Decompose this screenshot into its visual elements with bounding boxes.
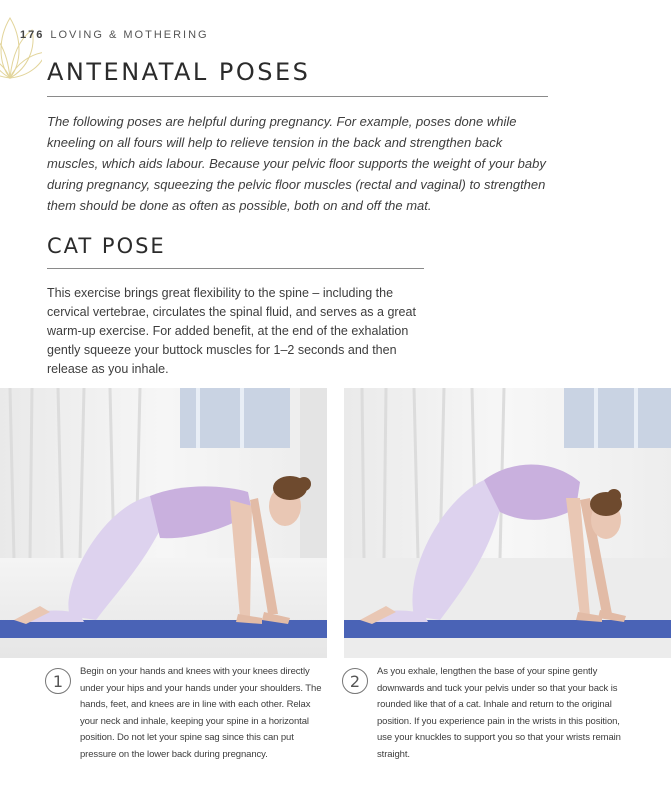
- section-title: LOVING & MOTHERING: [50, 29, 209, 41]
- pose-description: This exercise brings great flexibility to the spine – including the cervical vertebrae, circulates the spinal fluid, and serves as a great warm-up exercise. For added benefit, at the end of the exhalation gently squeeze your buttock muscles for 1–2 seconds and then release as you inhale.: [47, 286, 416, 376]
- step-text: As you exhale, lengthen the base of your spine gently downwards and tuck your pelvis under so that your back is rounded like that of a cat. Inhale and return to the original position. If you experience pain in the wrists in this position, use your knuckles to support you so that your wrists remain straight.: [377, 666, 621, 760]
- step-number-badge: 1: [45, 668, 71, 694]
- intro-paragraph: The following poses are helpful during pregnancy. For example, poses done while kneeling on all fours will help to relieve tension in the back and strengthen back muscles, which aids labour. Because your pelvic floor supports the weight of your baby during pregnancy, squeezing the pelvic floor muscles (rectal and vaginal) to strengthen them should be done as often as possible, both on and off the mat.: [47, 114, 546, 213]
- pose-divider: [47, 268, 424, 269]
- photo-step-2: [344, 388, 671, 658]
- page-title: ANTENATAL POSES: [47, 58, 311, 86]
- photo-step-1: [0, 388, 327, 658]
- pose-title: CAT POSE: [47, 234, 166, 258]
- page-number: 176: [20, 29, 45, 41]
- step-text: Begin on your hands and knees with your knees directly under your hips and your hands under your shoulders. The hands, feet, and knees are in line with each other. Relax your neck and inhale, keeping your spine in a horizontal position. Do not let your spine sag since this can put pressure on the lower back during pregnancy.: [80, 666, 322, 760]
- step-number-badge: 2: [342, 668, 368, 694]
- running-header: [20, 29, 209, 41]
- title-divider: [47, 96, 548, 97]
- lotus-ornament-icon: [0, 8, 45, 88]
